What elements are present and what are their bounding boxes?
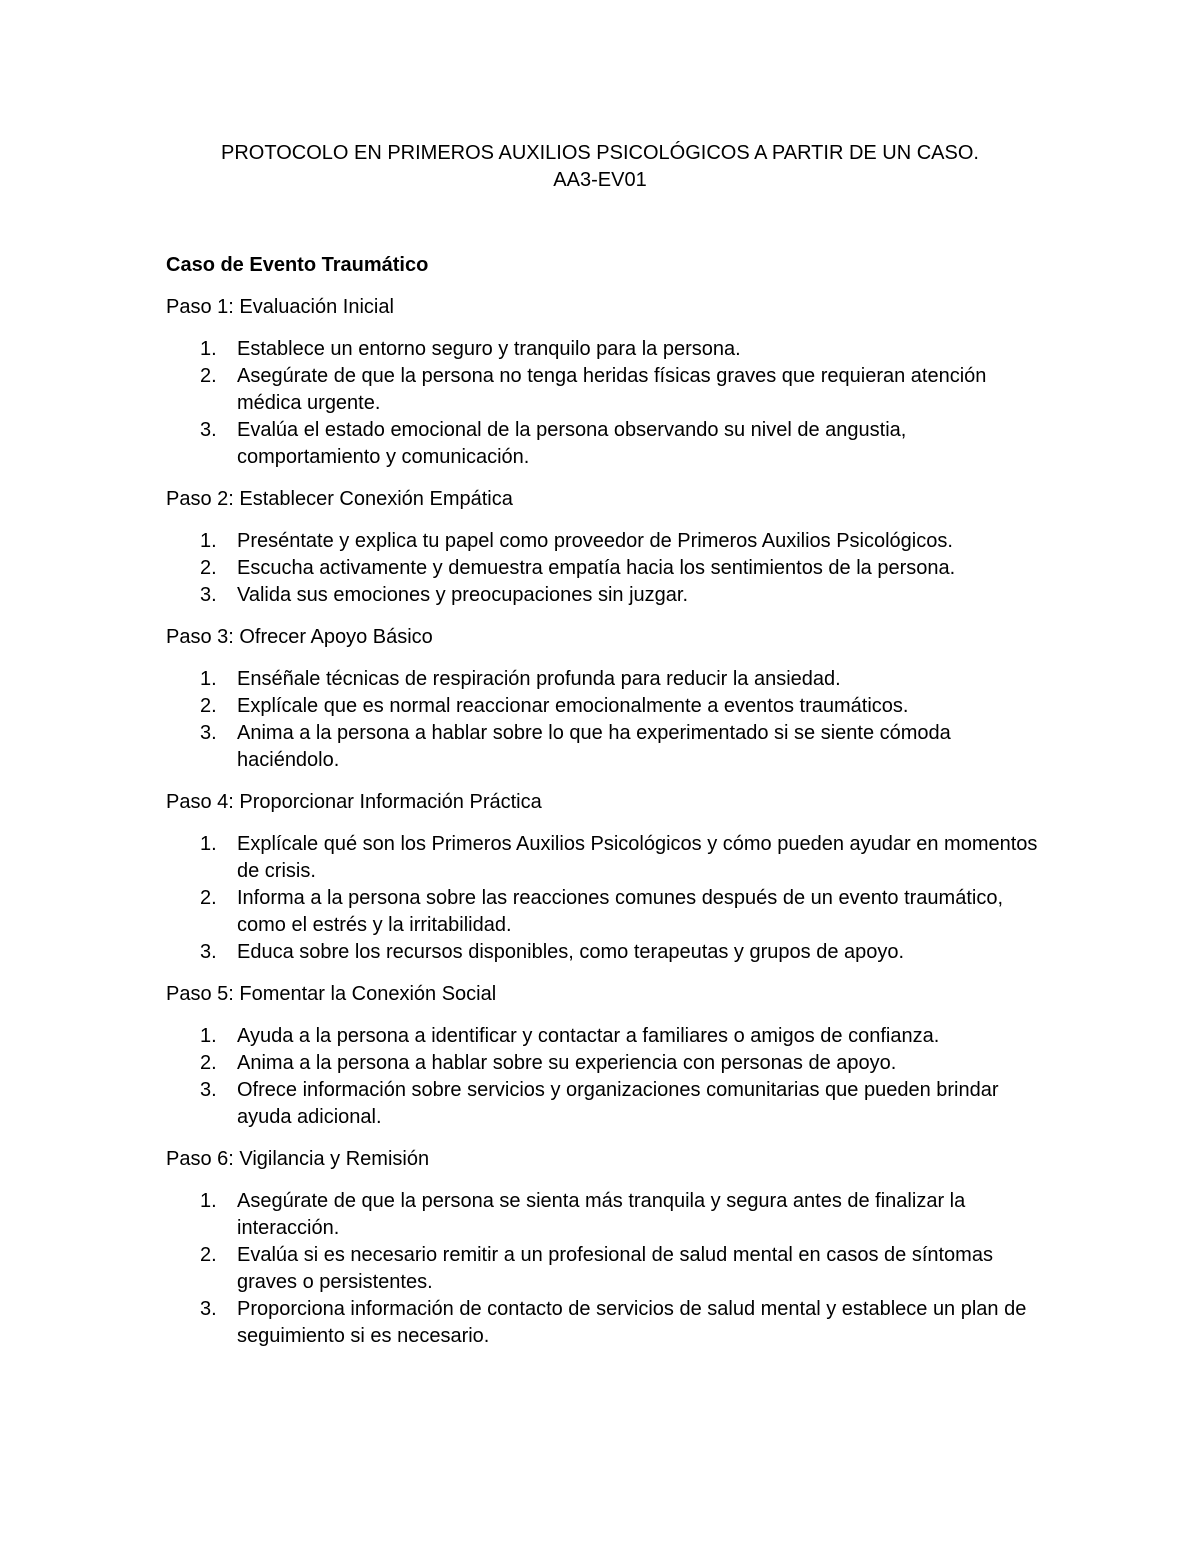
list-item-text: Ofrece información sobre servicios y organizaciones comunitarias que pueden brindar ayuda adicional.	[237, 1079, 999, 1128]
list-item	[166, 831, 1046, 885]
list-number: 3.	[200, 1298, 217, 1320]
list-item-text: Informa a la persona sobre las reacciones comunes después de un evento traumático, como el estrés y la irritabilidad.	[237, 887, 1003, 936]
list-number: 1.	[200, 338, 217, 360]
list-number: 3.	[200, 941, 217, 963]
list-number: 2.	[200, 557, 217, 579]
list-item	[166, 1050, 1046, 1077]
list-item-text: Establece un entorno seguro y tranquilo para la persona.	[237, 338, 741, 360]
list-number: 1.	[200, 833, 217, 855]
list-number: 2.	[200, 695, 217, 717]
list-item-text: Asegúrate de que la persona no tenga heridas físicas graves que requieran atención médica urgente.	[237, 365, 987, 414]
list-item	[166, 528, 1046, 555]
step-list	[166, 336, 1046, 471]
list-item-text: Anima a la persona a hablar sobre su experiencia con personas de apoyo.	[237, 1052, 897, 1074]
list-number: 2.	[200, 365, 217, 387]
step-list	[166, 1188, 1046, 1350]
list-item	[166, 417, 1046, 471]
list-item	[166, 720, 1046, 774]
step-list	[166, 1023, 1046, 1131]
list-item	[166, 1077, 1046, 1131]
list-item	[166, 1188, 1046, 1242]
title-line-1: PROTOCOLO EN PRIMEROS AUXILIOS PSICOLÓGICOS A PARTIR DE UN CASO.	[221, 142, 979, 164]
list-number: 3.	[200, 419, 217, 441]
list-item	[166, 693, 1046, 720]
list-number: 1.	[200, 530, 217, 552]
document-title	[0, 140, 1200, 194]
list-item	[166, 336, 1046, 363]
step-heading: Paso 4: Proporcionar Información Práctica	[166, 791, 542, 813]
list-number: 1.	[200, 1025, 217, 1047]
list-number: 2.	[200, 1052, 217, 1074]
step-heading: Paso 1: Evaluación Inicial	[166, 296, 394, 318]
step-list	[166, 666, 1046, 774]
list-item-text: Educa sobre los recursos disponibles, como terapeutas y grupos de apoyo.	[237, 941, 905, 963]
list-item-text: Ayuda a la persona a identificar y contactar a familiares o amigos de confianza.	[237, 1025, 940, 1047]
list-item-text: Explícale qué son los Primeros Auxilios Psicológicos y cómo pueden ayudar en momentos de crisis.	[237, 833, 1038, 882]
list-item-text: Preséntate y explica tu papel como proveedor de Primeros Auxilios Psicológicos.	[237, 530, 953, 552]
list-item-text: Evalúa si es necesario remitir a un profesional de salud mental en casos de síntomas graves o persistentes.	[237, 1244, 993, 1293]
list-item	[166, 1023, 1046, 1050]
list-number: 2.	[200, 887, 217, 909]
list-item-text: Enséñale técnicas de respiración profunda para reducir la ansiedad.	[237, 668, 841, 690]
list-number: 3.	[200, 1079, 217, 1101]
list-item-text: Valida sus emociones y preocupaciones sin juzgar.	[237, 584, 688, 606]
list-item	[166, 885, 1046, 939]
list-item	[166, 555, 1046, 582]
list-number: 1.	[200, 668, 217, 690]
step-heading: Paso 2: Establecer Conexión Empática	[166, 488, 513, 510]
step-heading: Paso 3: Ofrecer Apoyo Básico	[166, 626, 433, 648]
list-item	[166, 939, 1046, 966]
list-item-text: Explícale que es normal reaccionar emocionalmente a eventos traumáticos.	[237, 695, 909, 717]
step-list	[166, 831, 1046, 966]
case-heading: Caso de Evento Traumático	[166, 254, 429, 276]
list-item	[166, 1242, 1046, 1296]
document-body	[166, 252, 1046, 1365]
step-heading: Paso 6: Vigilancia y Remisión	[166, 1148, 430, 1170]
list-item-text: Anima a la persona a hablar sobre lo que ha experimentado si se siente cómoda haciéndolo.	[237, 722, 951, 771]
list-item	[166, 666, 1046, 693]
list-number: 3.	[200, 584, 217, 606]
list-item-text: Proporciona información de contacto de servicios de salud mental y establece un plan de seguimiento si es necesario.	[237, 1298, 1027, 1347]
list-item-text: Evalúa el estado emocional de la persona observando su nivel de angustia, comportamiento y comunicación.	[237, 419, 907, 468]
step-list	[166, 528, 1046, 609]
list-number: 2.	[200, 1244, 217, 1266]
step-heading: Paso 5: Fomentar la Conexión Social	[166, 983, 497, 1005]
list-number: 3.	[200, 722, 217, 744]
list-number: 1.	[200, 1190, 217, 1212]
list-item	[166, 1296, 1046, 1350]
title-line-2: AA3-EV01	[553, 169, 647, 191]
list-item-text: Asegúrate de que la persona se sienta más tranquila y segura antes de finalizar la interacción.	[237, 1190, 966, 1239]
list-item	[166, 363, 1046, 417]
list-item-text: Escucha activamente y demuestra empatía hacia los sentimientos de la persona.	[237, 557, 956, 579]
list-item	[166, 582, 1046, 609]
